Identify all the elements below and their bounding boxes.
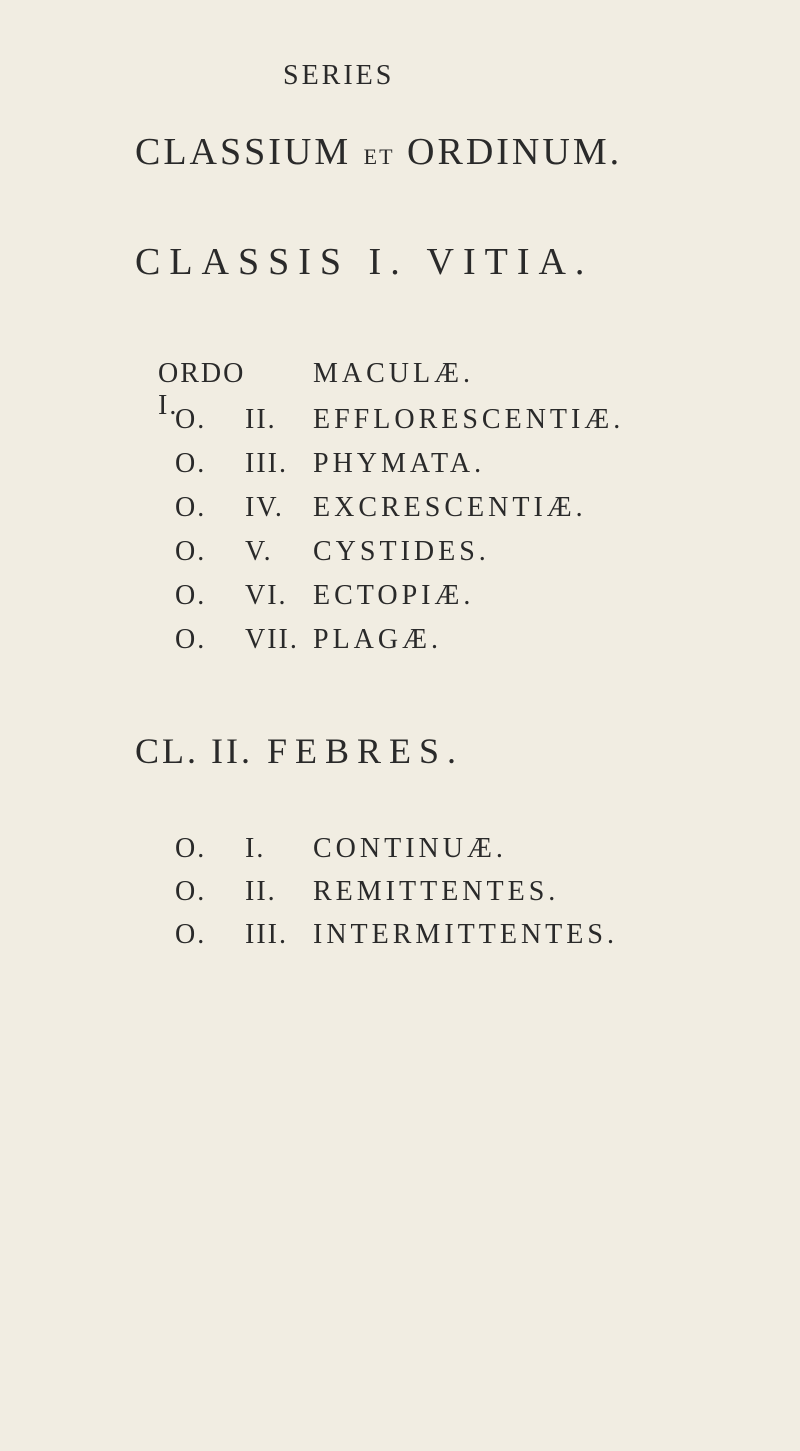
order-n: II. — [245, 404, 277, 435]
subheading — [135, 130, 622, 174]
order-o: O. — [175, 580, 207, 611]
order-o: O. — [175, 492, 207, 523]
order-label: ORDO I. — [158, 358, 246, 421]
order-o: O. — [175, 624, 207, 655]
class2-label: CL. II. — [135, 731, 253, 771]
order-o: O. — [175, 448, 207, 479]
order-n: II. — [245, 876, 277, 907]
order-n: V. — [245, 536, 273, 567]
order-n: I. — [245, 833, 266, 864]
order-o: O. — [175, 876, 207, 907]
subheading-a: CLASSIUM — [135, 131, 352, 173]
order-v: REMITTENTES. — [313, 876, 560, 907]
order-v: CONTINUÆ. — [313, 833, 507, 864]
order-name: MACULÆ. — [313, 358, 475, 389]
order-v: EXCRESCENTIÆ. — [313, 492, 587, 523]
order-v: PHYMATA. — [313, 448, 486, 479]
order-n: III. — [245, 919, 288, 950]
class2-name: FEBRES. — [266, 731, 465, 771]
subheading-c: ORDINUM. — [407, 131, 623, 173]
order-v: INTERMITTENTES. — [313, 919, 618, 950]
class2-title — [135, 730, 464, 772]
order-o: O. — [175, 404, 207, 435]
order-o: O. — [175, 833, 207, 864]
order-v: ECTOPIÆ. — [313, 580, 475, 611]
order-o: O. — [175, 536, 207, 567]
order-n: IV. — [245, 492, 284, 523]
order-o: O. — [175, 919, 207, 950]
order-v: CYSTIDES. — [313, 536, 490, 567]
order-n: III. — [245, 448, 288, 479]
order-n: VI. — [245, 580, 288, 611]
order-v: PLAGÆ. — [313, 624, 443, 655]
order-v: EFFLORESCENTIÆ. — [313, 404, 625, 435]
subheading-et: ET — [363, 144, 395, 169]
order-n: VII. — [245, 624, 299, 655]
series-heading: SERIES — [283, 60, 395, 91]
class1-title: CLASSIS I. VITIA. — [135, 241, 594, 283]
